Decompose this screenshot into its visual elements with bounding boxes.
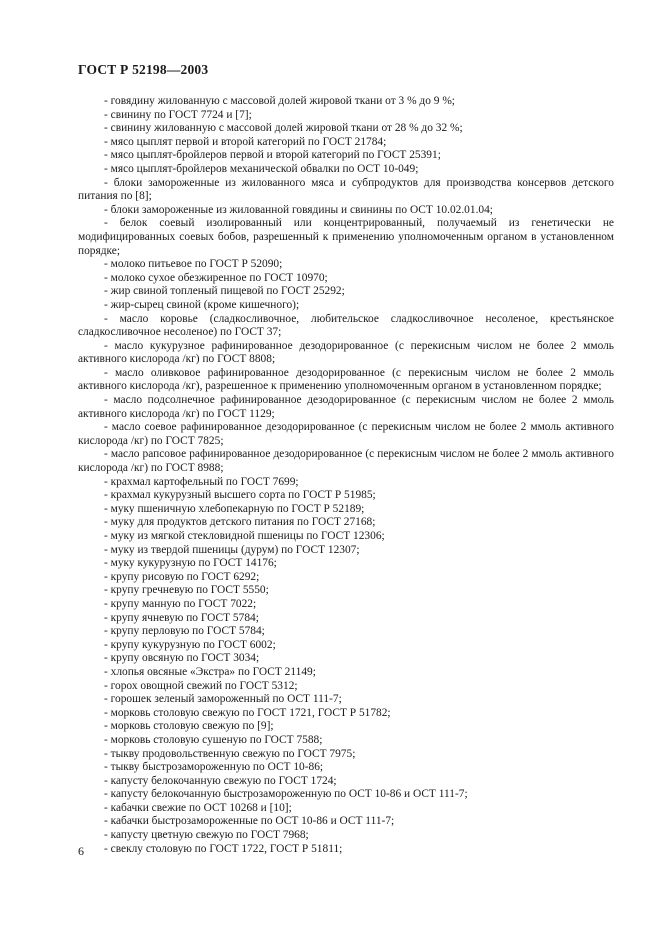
- list-item: - капусту цветную свежую по ГОСТ 7968;: [104, 829, 309, 842]
- list-item: - кабачки быстрозамороженные по ОСТ 10-86 и ОСТ 111-7;: [104, 815, 395, 828]
- list-item: - крупу рисовую по ГОСТ 6292;: [104, 570, 260, 583]
- list-item: - масло кукурузное рафинированное дезодорированное (с перекисным числом не более 2 ммоль активного кислорода /кг) по ГОСТ 8808;: [78, 339, 614, 366]
- list-item: - жир свиной топленый пищевой по ГОСТ 25292;: [104, 285, 345, 298]
- list-item: - свинину жилованную с массовой долей жировой ткани от 28 % до 32 %;: [104, 122, 463, 135]
- list-item: - масло соевое рафинированное дезодорированное (с перекисным числом не более 2 ммоль активного кислорода /кг) по ГОСТ 7825;: [78, 421, 614, 447]
- list-item: - мясо цыплят-бройлеров первой и второй категорий по ГОСТ 25391;: [104, 149, 441, 162]
- page-number: 6: [78, 844, 84, 858]
- list-item: - тыкву быстрозамороженную по ОСТ 10-86;: [104, 761, 324, 774]
- list-item: - крупу перловую по ГОСТ 5784;: [104, 625, 265, 638]
- list-item: - морковь столовую сушеную по ГОСТ 7588;: [104, 733, 323, 746]
- list-item: - свеклу столовую по ГОСТ 1722, ГОСТ Р 51811;: [104, 842, 343, 855]
- list-item: - горох овощной свежий по ГОСТ 5312;: [104, 679, 298, 692]
- list-item: - муку из твердой пшеницы (дурум) по ГОСТ 12307;: [104, 543, 360, 556]
- list-item: - муку пшеничную хлебопекарную по ГОСТ Р 52189;: [104, 502, 365, 515]
- list-item: - крахмал кукурузный высшего сорта по ГОСТ Р 51985;: [104, 489, 376, 502]
- list-item: - крупу овсяную по ГОСТ 3034;: [104, 652, 260, 665]
- list-item: - говядину жилованную с массовой долей жировой ткани от 3 % до 9 %;: [104, 95, 455, 107]
- list-item: - белок соевый изолированный или концентрированный, получаемый из генетически не модифицированных соевых бобов, разрешенный к применению уполномоченным органом в установленном порядке;: [78, 217, 614, 257]
- list-item: - свинину по ГОСТ 7724 и [7];: [104, 108, 252, 121]
- document-header: ГОСТ Р 52198—2003: [78, 62, 209, 77]
- list-item: - кабачки свежие по ОСТ 10268 и [10];: [104, 801, 292, 814]
- list-item: - молоко сухое обезжиренное по ГОСТ 10970;: [104, 271, 328, 284]
- list-item: - тыкву продовольственную свежую по ГОСТ 7975;: [104, 747, 356, 760]
- list-item: - капусту белокочанную свежую по ГОСТ 1724;: [104, 774, 337, 787]
- list-item: - молоко питьевое по ГОСТ Р 52090;: [104, 258, 283, 271]
- list-item: - муку кукурузную по ГОСТ 14176;: [104, 557, 277, 570]
- list-item: - масло коровье (сладкосливочное, любительское сладкосливочное несоленое, крестьянское сладкосливочное несоленое) по ГОСТ 37;: [78, 312, 614, 339]
- list-item: - морковь столовую свежую по ГОСТ 1721, ГОСТ Р 51782;: [104, 706, 391, 719]
- list-item: - мясо цыплят-бройлеров механической обвалки по ОСТ 10-049;: [104, 162, 419, 175]
- list-item: - мясо цыплят первой и второй категорий по ГОСТ 21784;: [104, 135, 387, 148]
- list-item: - горошек зеленый замороженный по ОСТ 111-7;: [104, 693, 342, 706]
- ingredient-list: [78, 95, 614, 856]
- list-item: - муку для продуктов детского питания по ГОСТ 27168;: [104, 516, 376, 529]
- list-item: - крупу ячневую по ГОСТ 5784;: [104, 611, 259, 624]
- list-item: - муку из мягкой стекловидной пшеницы по ГОСТ 12306;: [104, 530, 385, 542]
- list-item: - крупу гречневую по ГОСТ 5550;: [104, 584, 269, 597]
- list-item: - масло оливковое рафинированное дезодорированное (с перекисным числом не более 2 ммоль активного кислорода /кг), разрешенное к применению уполномоченным органом в установленном порядке;: [78, 366, 614, 393]
- list-item: - крупу манную по ГОСТ 7022;: [104, 597, 257, 610]
- list-item: - морковь столовую свежую по [9];: [104, 720, 274, 733]
- list-item: - блоки замороженные из жилованного мяса и субпродуктов для производства консервов детского питания по [8];: [78, 176, 614, 203]
- list-item: - масло рапсовое рафинированное дезодорированное (с перекисным числом не более 2 ммоль активного кислорода /кг) по ГОСТ 8988;: [78, 448, 614, 475]
- list-item: - хлопья овсяные «Экстра» по ГОСТ 21149;: [104, 665, 316, 678]
- list-item: - жир-сырец свиной (кроме кишечного);: [104, 298, 300, 311]
- list-item: - капусту белокочанную быстрозамороженную по ОСТ 10-86 и ОСТ 111-7;: [104, 788, 468, 801]
- list-item: - блоки замороженные из жилованной говядины и свинины по ОСТ 10.02.01.04;: [104, 203, 493, 216]
- list-item: - крупу кукурузную по ГОСТ 6002;: [104, 638, 276, 651]
- list-item: - крахмал картофельный по ГОСТ 7699;: [104, 475, 299, 488]
- list-item: - масло подсолнечное рафинированное дезодорированное (с перекисным числом не более 2 ммоль активного кислорода /кг) по ГОСТ 1129;: [78, 394, 614, 420]
